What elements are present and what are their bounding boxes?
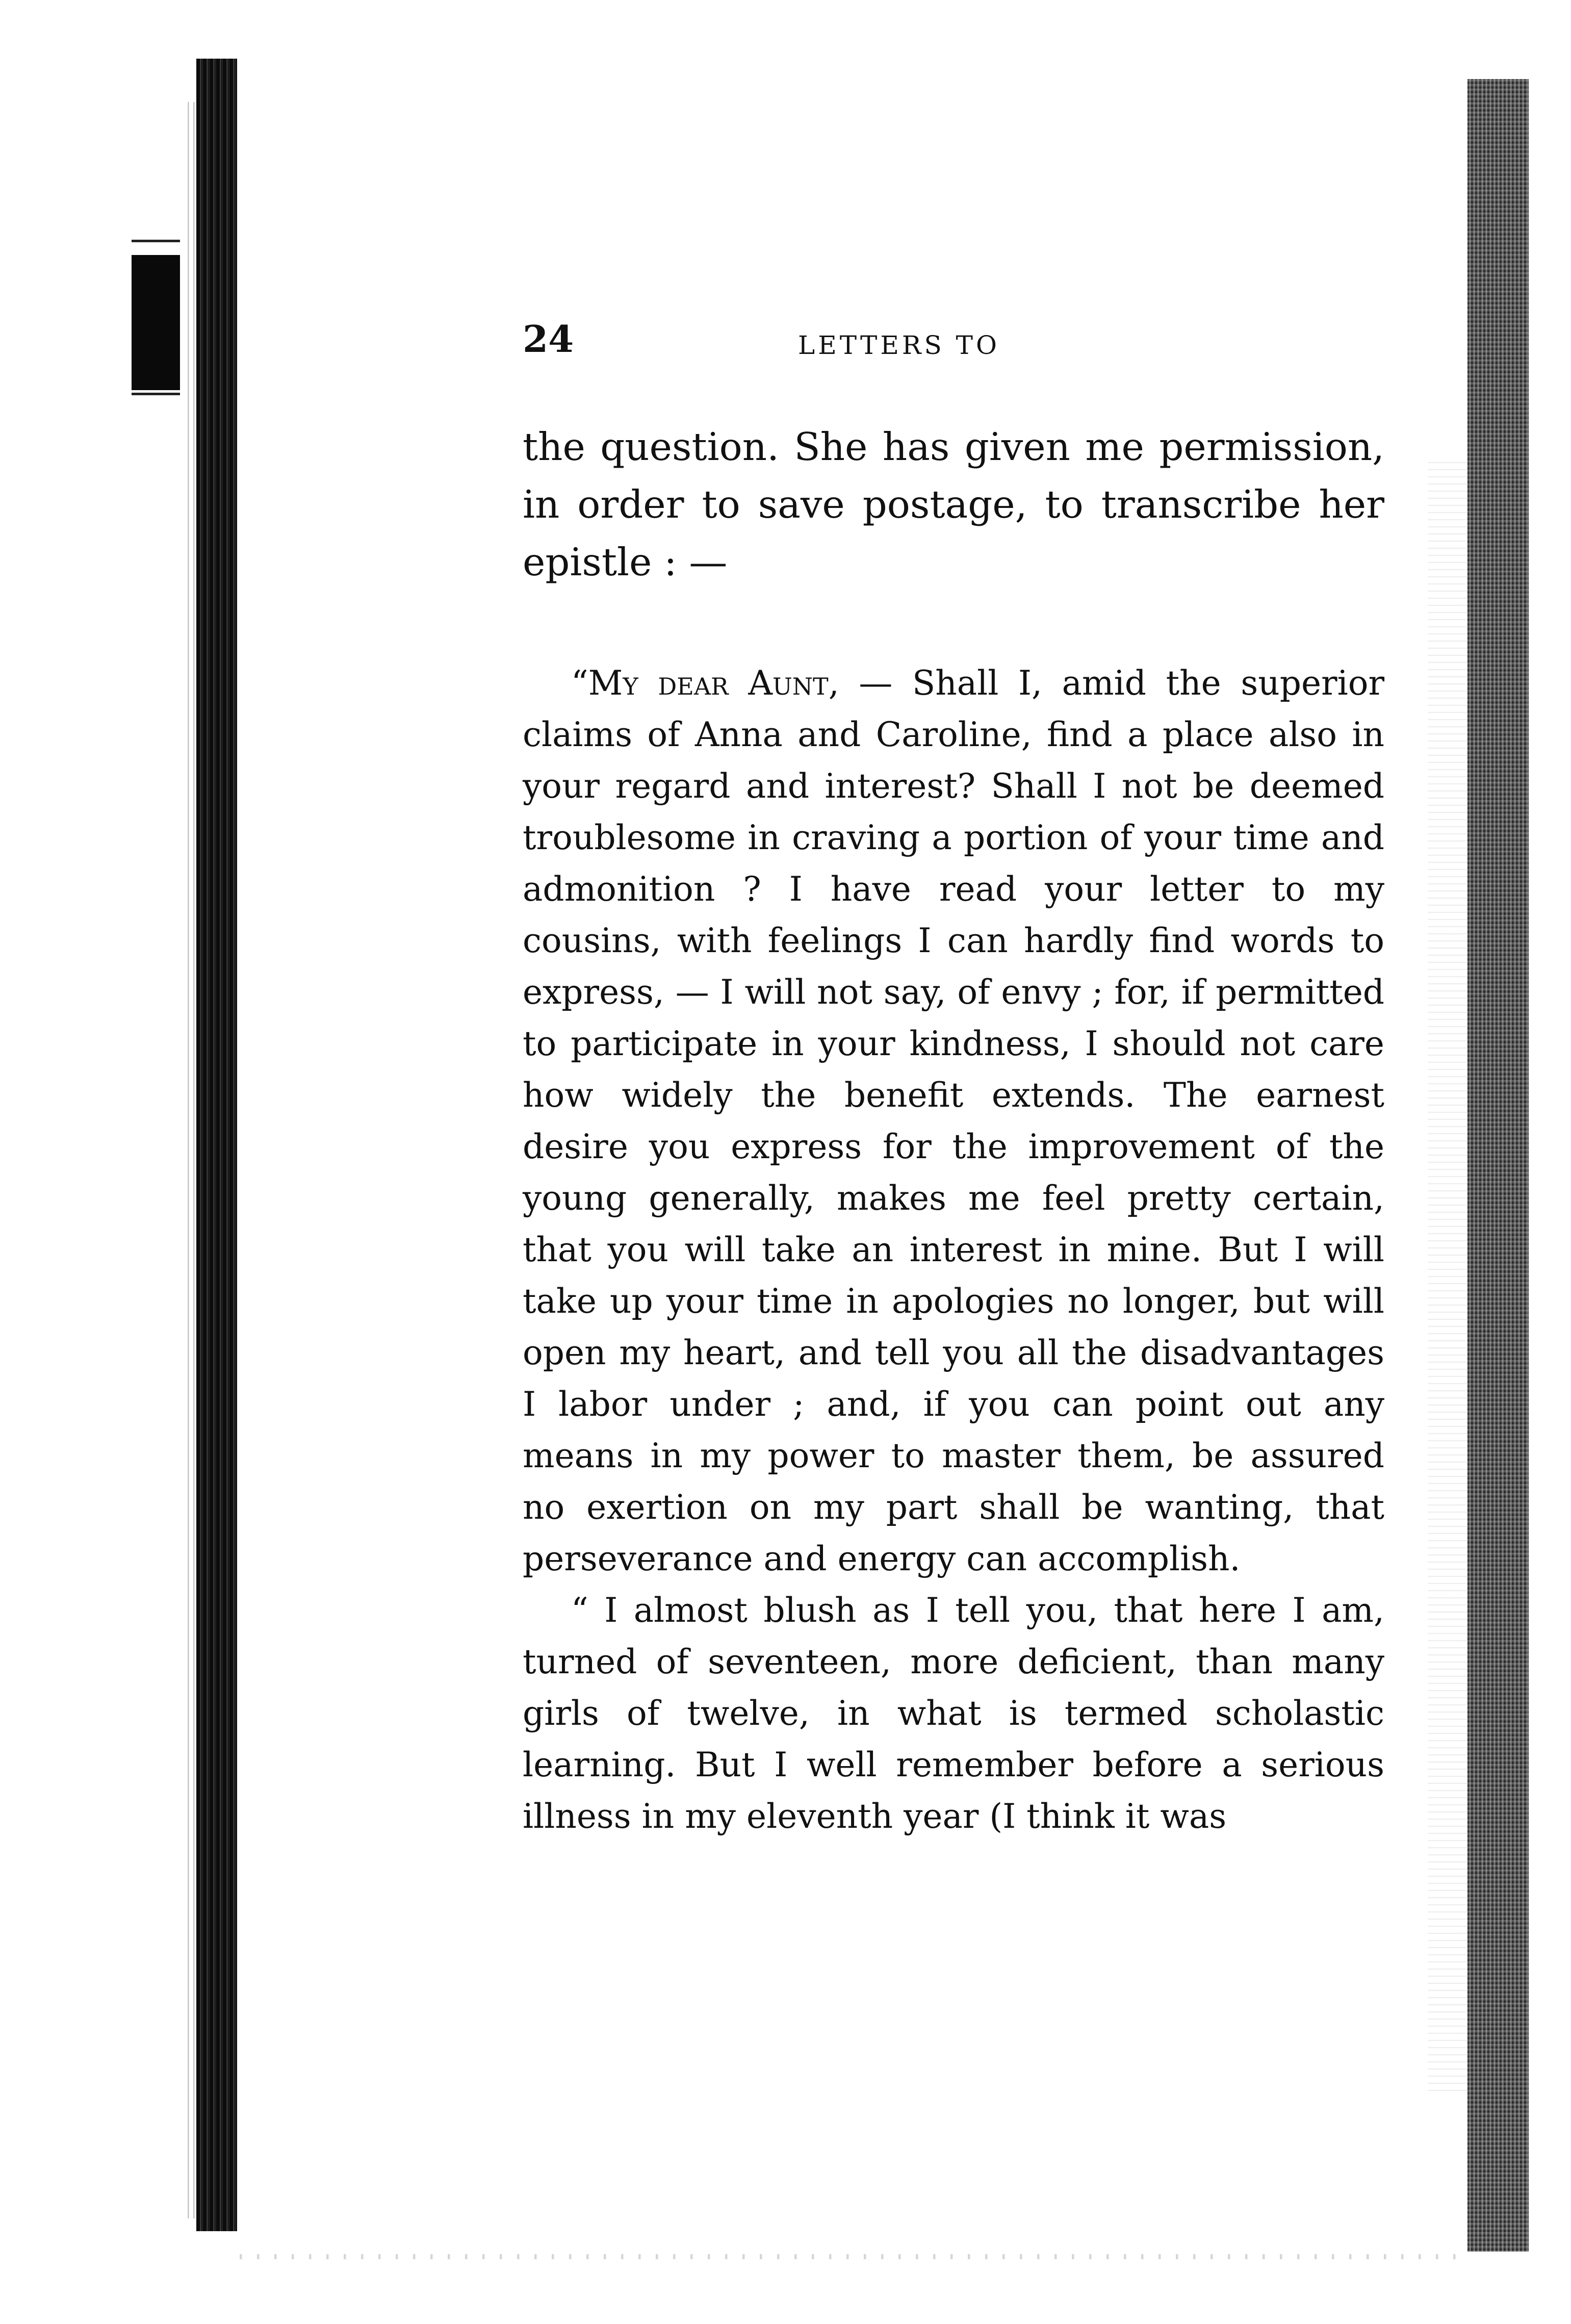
intro-paragraph: the question. She has given me permission, in order to save postage, to transcribe her epistle : — (523, 424, 1384, 584)
page-body (523, 418, 1384, 1842)
running-head: LETTERS TO (798, 330, 1000, 360)
page-header (523, 311, 1389, 367)
scan-edge-left-tick (132, 393, 180, 395)
scan-edge-right-noise (1428, 459, 1474, 2091)
scan-edge-right (1467, 79, 1529, 2252)
scan-edge-left-tick (132, 240, 180, 242)
letter-paragraph-2: “ I almost blush as I tell you, that here I am, turned of seventeen, more deficient, than many girls of twelve, in what is termed scholastic learning. But I well remember before a serious illness in my eleventh year (I think it was (523, 1591, 1384, 1836)
letter-salutation: My dear Aunt, (588, 663, 839, 703)
scan-edge-bottom (240, 2254, 1463, 2259)
letter-paragraph-1 (523, 657, 1384, 1585)
page-number: 24 (523, 317, 574, 361)
scan-edge-left-binding (196, 59, 237, 2231)
letter-open-quote: “ (571, 663, 588, 703)
scan-edge-left-block (132, 255, 180, 390)
letter-paragraph-1-text: — Shall I, amid the superior claims of Anna and Caroline, find a place also in your regard and interest? Shall I not be deemed troublesome in craving a portion of your time and admonition ? I have read your letter to my cousins, with feelings I can hardly find words to express, — I will not say, of envy ; for, if permitted to participate in your kindness, I should not care how widely the benefit extends. The earnest desire you express for the improvement of the young generally, makes me feel pretty certain, that you will take an interest in mine. But I will take up your time in apologies no longer, but will open my heart, and tell you all the disadvantages I labor under ; and, if you can point out any means in my power to master them, be assured no exertion on my part shall be wanting, that perseverance and energy can accomplish. (523, 663, 1384, 1578)
